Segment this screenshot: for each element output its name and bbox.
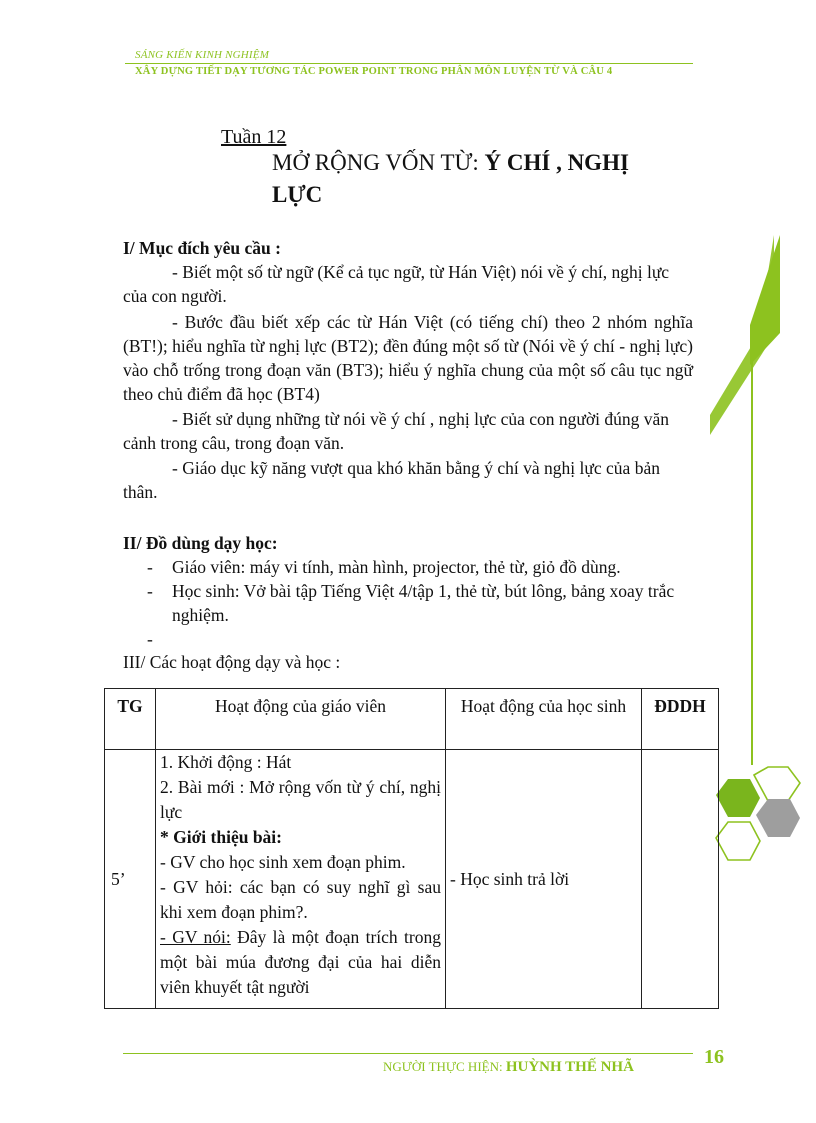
hex-outline-top [754,767,800,801]
lesson-title-emphasis: Ý CHÍ , NGHỊ [484,150,629,175]
header-teacher: Hoạt động của giáo viên [156,689,446,750]
table-header-row [105,689,719,750]
objective-1: - Biết một số từ ngữ (Kể cả tục ngữ, từ Hán Việt) nói về ý chí, nghị lực của con người. [123,262,670,306]
lesson-title [272,150,629,176]
activity-table [104,688,719,1009]
footer-author [383,1059,634,1076]
activity-text: Đây là một đoạn trích trong một bài múa đương đại của hai diễn viên khuyết tật người [160,927,441,997]
hex-gray [756,799,800,837]
objective-2: - Bước đầu biết xếp các từ Hán Việt (có tiếng chí) theo 2 nhóm nghĩa (BT!); hiểu nghĩa từ nghị lực (BT2); đền đúng một số từ (Nói về ý chí - nghị lực) vào chỗ trống trong đoạn văn (BT3); hiểu ý nghĩa chung của một số câu tục ngữ theo chủ điểm đã học (BT4) [123,312,693,404]
hex-outline-bottom [716,822,760,860]
author-label: NGƯỜI THỰC HIỆN: [383,1059,506,1074]
activity-line: - GV hỏi: các bạn có suy nghĩ gì sau khi xem đoạn phim?. [160,877,441,922]
bullet-dash: - [147,629,153,649]
hex-green [716,779,760,817]
section-2-heading: II/ Đồ dùng dạy học: [123,533,278,553]
activity-line: 1. Khởi động : Hát [160,752,292,772]
week-label: Tuần 12 [221,126,287,148]
activity-line: * Giới thiệu bài: [160,827,282,847]
activity-label: - GV nói: [160,927,231,947]
header-materials: ĐDDH [642,689,719,750]
activity-line [160,925,441,1000]
green-chevron [750,235,780,365]
list-item-text: Giáo viên: máy vi tính, màn hình, projector, thẻ từ, giỏ đồ dùng. [172,557,621,577]
author-name: HUỲNH THẾ NHÃ [505,1059,634,1075]
activity-line: 2. Bài mới : Mở rộng vốn từ ý chí, nghị lực [160,777,441,822]
cell-student-activity: - Học sinh trả lời [446,750,642,1009]
header-rule [125,63,693,64]
bullet-dash: - [147,557,153,577]
header-title: SÁNG KIẾN KINH NGHIỆM [135,49,270,61]
list-item-text: Học sinh: Vở bài tập Tiếng Việt 4/tập 1, thẻ từ, bút lông, bảng xoay trắc nghiệm. [172,581,675,625]
lesson-title-line2: LỰC [272,182,323,207]
footer-rule [123,1053,693,1054]
bullet-dash: - [147,581,153,601]
activity-line: - GV cho học sinh xem đoạn phim. [160,852,406,872]
decorative-graphic [710,235,816,885]
cell-teacher-activity [156,750,446,1009]
cell-materials [642,750,719,1009]
objective-3: - Biết sử dụng những từ nói về ý chí , nghị lực của con người đúng văn cảnh trong câu, trong đoạn văn. [123,409,670,453]
header-tg: TG [105,689,156,750]
list-item [147,555,697,579]
section-1-heading: I/ Mục đích yêu cầu : [123,238,281,258]
header-student: Hoạt động của học sinh [446,689,642,750]
cell-time: 5’ [105,750,156,1009]
page-number: 16 [704,1046,724,1068]
section-3-heading: III/ Các hoạt động dạy và học : [123,652,341,672]
lesson-title-prefix: MỞ RỘNG VỐN TỪ: [272,150,485,175]
table-row [105,750,719,1009]
header-subtitle: XÂY DỰNG TIẾT DẠY TƯƠNG TÁC POWER POINT TRONG PHÂN MÔN LUYỆN TỪ VÀ CÂU 4 [135,66,613,77]
list-item [147,579,697,627]
objective-4: - Giáo dục kỹ năng vượt qua khó khăn bằng ý chí và nghị lực của bản thân. [123,458,660,502]
